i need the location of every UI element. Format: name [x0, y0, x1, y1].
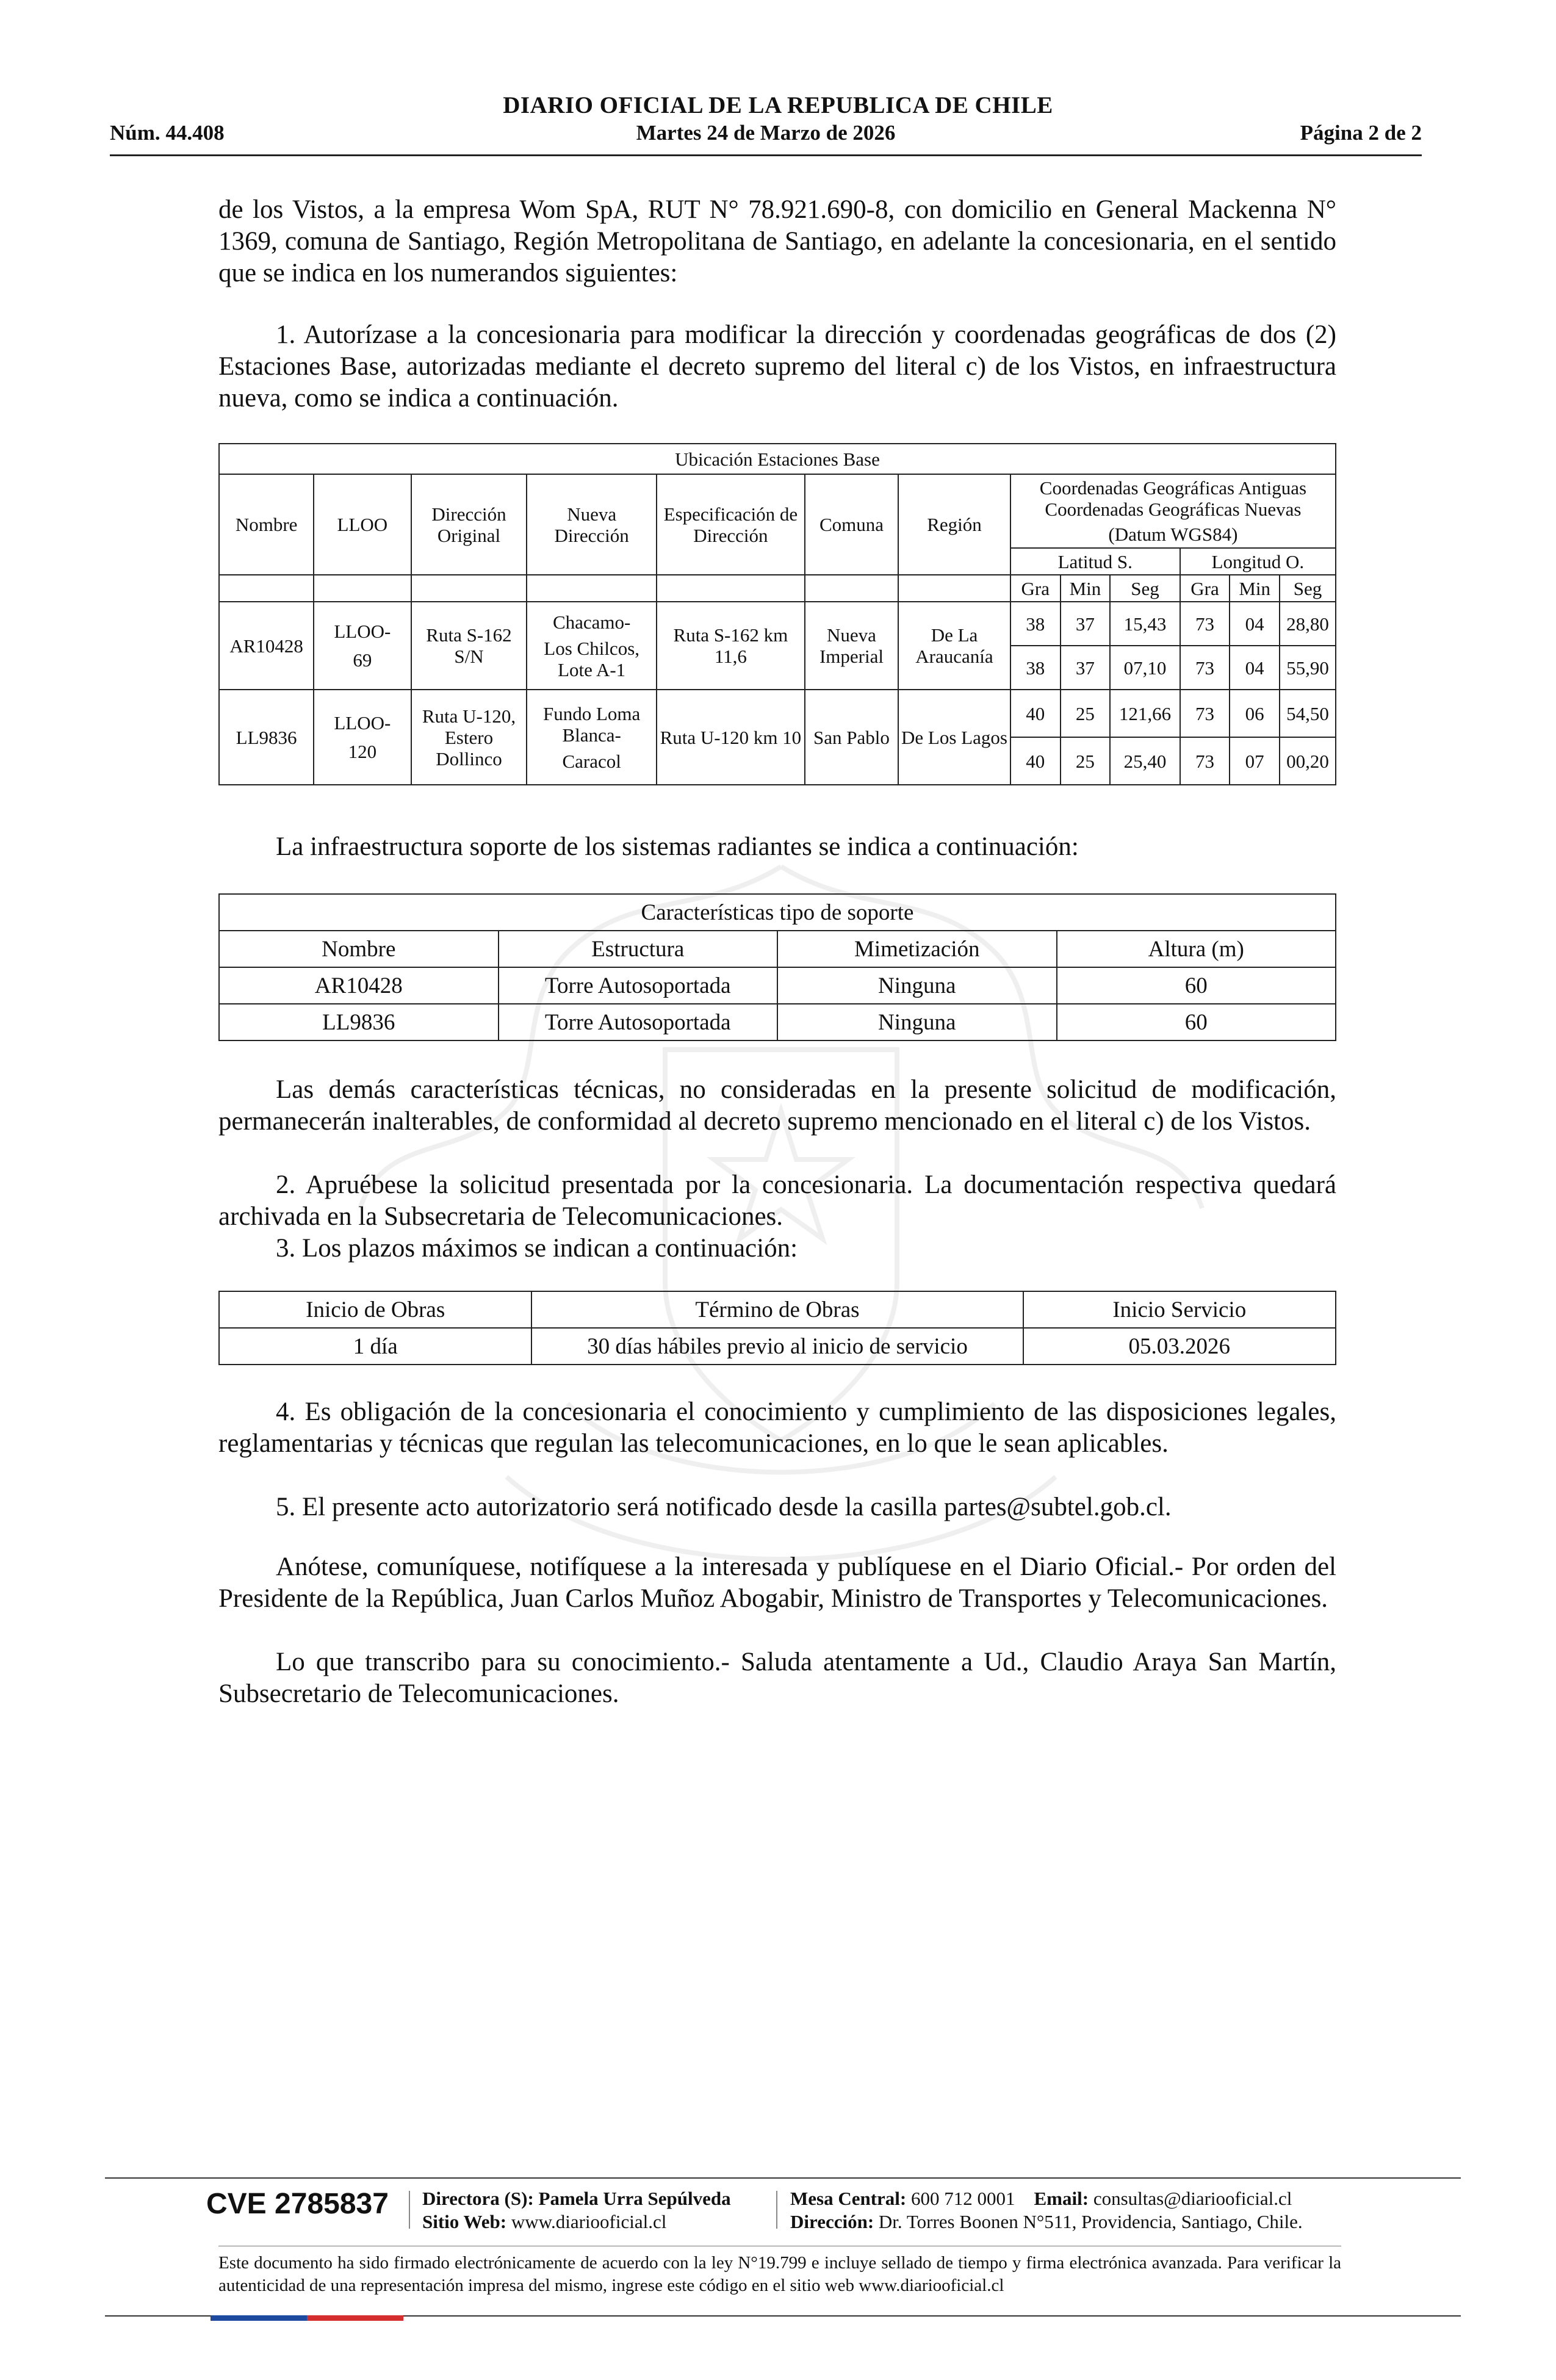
table-cell: 05.03.2026	[1023, 1328, 1336, 1365]
station-especificacion: Ruta S-162 km 11,6	[657, 602, 805, 690]
station-especificacion: Ruta U-120 km 10	[657, 690, 805, 785]
col-header-lat-gra: Gra	[1010, 575, 1061, 602]
table-header-row	[219, 1291, 1336, 1328]
table-cell: 60	[1057, 967, 1336, 1004]
col-header-lon-gra: Gra	[1180, 575, 1230, 602]
table-row	[219, 967, 1336, 1004]
station-region: De Los Lagos	[898, 690, 1010, 785]
address: Dr. Torres Boonen N°511, Providencia, Santiago, Chile.	[878, 2211, 1303, 2232]
coord-cell: 07,10	[1110, 646, 1180, 690]
paragraph-lo-que-transcribo: Lo que transcribo para su conocimiento.- Saluda atentamente a Ud., Claudio Araya San Martín, Subsecretario de Telecomunicaciones.	[218, 1648, 1336, 1708]
station-comuna: San Pablo	[805, 690, 898, 785]
footer-separator	[409, 2191, 410, 2229]
footer-contact-left: Directora (S): Pamela Urra Sepúlveda Sitio Web: www.diariooficial.cl	[422, 2188, 731, 2232]
coord-cell: 04	[1230, 646, 1280, 690]
station-region: De La Araucanía	[898, 602, 1010, 690]
coord-header	[1010, 474, 1336, 521]
station-nueva-direccion: Chacamo- Los Chilcos, Lote A-1	[527, 602, 656, 690]
col-header-longitud: Longitud O.	[1180, 548, 1336, 575]
coord-cell: 28,80	[1280, 602, 1336, 646]
col-header-lon-seg: Seg	[1280, 575, 1336, 602]
col-header: Mimetización	[777, 931, 1057, 967]
col-header-direccion-original: Dirección Original	[411, 474, 527, 575]
support-table	[218, 893, 1336, 1041]
station-comuna: Nueva Imperial	[805, 602, 898, 690]
col-header-region: Región	[898, 474, 1010, 575]
paragraph-infraestructura: La infraestructura soporte de los sistemas radiantes se indica a continuación:	[276, 832, 1079, 861]
table-cell: 1 día	[219, 1328, 531, 1365]
table-cell: 60	[1057, 1004, 1336, 1040]
paragraph-2: 2. Apruébese la solicitud presentada por la concesionaria. La documentación respectiva quedará archivada en la Subsecretaria de Telecomunicaciones.	[218, 1170, 1336, 1231]
coord-cell: 73	[1180, 737, 1230, 785]
coord-cell: 55,90	[1280, 646, 1336, 690]
col-header: Estructura	[499, 931, 778, 967]
coord-cell: 25	[1061, 737, 1111, 785]
coord-datum: (Datum WGS84)	[1010, 521, 1336, 548]
deadlines-table	[218, 1291, 1336, 1365]
footer-contact-right: Mesa Central: 600 712 0001 Email: consultas@diariooficial.cl Dirección: Dr. Torres Boonen N°511, Providencia, Santiago, Chile.	[790, 2188, 1303, 2232]
table-cell: Torre Autosoportada	[499, 1004, 778, 1040]
station-direccion-original: Ruta S-162 S/N	[411, 602, 527, 690]
coord-header-new: Coordenadas Geográficas Nuevas	[1045, 499, 1302, 520]
footer-separator	[776, 2191, 777, 2229]
coord-cell: 38	[1010, 646, 1061, 690]
stations-table	[218, 443, 1336, 785]
table-row	[219, 1328, 1336, 1365]
directora-name: Pamela Urra Sepúlveda	[538, 2188, 731, 2209]
coord-cell: 25,40	[1110, 737, 1180, 785]
header-divider	[110, 154, 1422, 156]
col-header: Término de Obras	[531, 1291, 1023, 1328]
footer-divider-top	[105, 2177, 1461, 2179]
coord-header-old: Coordenadas Geográficas Antiguas	[1039, 477, 1307, 499]
coord-cell: 40	[1010, 737, 1061, 785]
coord-cell: 00,20	[1280, 737, 1336, 785]
table-cell: Torre Autosoportada	[499, 967, 778, 1004]
col-header-lon-min: Min	[1230, 575, 1280, 602]
coord-cell: 38	[1010, 602, 1061, 646]
col-header-comuna: Comuna	[805, 474, 898, 575]
paragraph-3: 3. Los plazos máximos se indican a continuación:	[276, 1234, 798, 1263]
table-cell: 30 días hábiles previo al inicio de servicio	[531, 1328, 1023, 1365]
paragraph-5: 5. El presente acto autorizatorio será notificado desde la casilla partes@subtel.gob.cl.	[276, 1493, 1172, 1521]
coord-cell: 73	[1180, 646, 1230, 690]
website-link[interactable]: www.diariooficial.cl	[511, 2211, 667, 2232]
station-direccion-original: Ruta U-120, Estero Dollinco	[411, 690, 527, 785]
station-nueva-direccion: Fundo Loma Blanca- Caracol	[527, 690, 656, 785]
page-indicator: Página 2 de 2	[1300, 121, 1422, 145]
support-table-caption: Características tipo de soporte	[219, 894, 1336, 931]
coord-cell: 37	[1061, 602, 1111, 646]
station-lloo: LLOO- 120	[314, 690, 411, 785]
cve-code: CVE 2785837	[206, 2188, 389, 2220]
table-cell: LL9836	[219, 1004, 499, 1040]
phone-number: 600 712 0001	[911, 2188, 1015, 2209]
issue-number: Núm. 44.408	[110, 121, 225, 145]
col-header: Nombre	[219, 931, 499, 967]
col-header: Inicio Servicio	[1023, 1291, 1336, 1328]
flag-stripe-blue	[211, 2315, 307, 2321]
email-link[interactable]: consultas@diariooficial.cl	[1093, 2188, 1292, 2209]
signature-note: Este documento ha sido firmado electrónicamente de acuerdo con la ley N°19.799 e incluye sellado de tiempo y firma electrónica avanzada. Para verificar la autenticidad de una representación impresa del mismo, ingrese este código en el sitio web www.diariooficial.cl	[218, 2253, 1341, 2295]
col-header-lat-seg: Seg	[1110, 575, 1180, 602]
table-cell: AR10428	[219, 967, 499, 1004]
col-header: Altura (m)	[1057, 931, 1336, 967]
paragraph-anotese: Anótese, comuníquese, notifíquese a la interesada y publíquese en el Diario Oficial.- Por orden del Presidente de la República, Juan Carlos Muñoz Abogabir, Ministro de Transportes y Telecomunicaciones.	[218, 1552, 1336, 1613]
header-row	[110, 121, 1422, 151]
coord-cell: 37	[1061, 646, 1111, 690]
table-cell: Ninguna	[777, 967, 1057, 1004]
paragraph-intro: de los Vistos, a la empresa Wom SpA, RUT N° 78.921.690-8, con domicilio en General Mackenna N° 1369, comuna de Santiago, Región Metropolitana de Santiago, en adelante la concesionaria, en el sentido que se indica en los numerandos siguientes:	[218, 195, 1336, 287]
flag-stripe-red	[307, 2315, 403, 2321]
paragraph-1: 1. Autorízase a la concesionaria para modificar la dirección y coordenadas geográficas de dos (2) Estaciones Base, autorizadas mediante el decreto supremo del literal c) de los Vistos, en infraestructura nueva, como se indica a continuación.	[218, 320, 1336, 413]
col-header-especificacion: Especificación de Dirección	[657, 474, 805, 575]
col-header: Inicio de Obras	[219, 1291, 531, 1328]
station-name: LL9836	[219, 690, 314, 785]
issue-date: Martes 24 de Marzo de 2026	[636, 121, 896, 145]
col-header-nueva-direccion: Nueva Dirección	[527, 474, 656, 575]
coord-cell: 25	[1061, 690, 1111, 737]
col-header-latitud: Latitud S.	[1010, 548, 1180, 575]
table-row	[219, 1004, 1336, 1040]
coord-cell: 73	[1180, 690, 1230, 737]
coord-cell: 06	[1230, 690, 1280, 737]
paragraph-4: 4. Es obligación de la concesionaria el conocimiento y cumplimiento de las disposiciones legales, reglamentarias y técnicas que regulan las telecomunicaciones, en lo que le sean aplicables.	[218, 1397, 1336, 1458]
coord-cell: 121,66	[1110, 690, 1180, 737]
stations-table-caption: Ubicación Estaciones Base	[219, 444, 1336, 474]
newspaper-title: DIARIO OFICIAL DE LA REPUBLICA DE CHILE	[503, 92, 1053, 118]
table-row	[219, 602, 1336, 646]
table-header-row	[219, 931, 1336, 967]
coord-cell: 07	[1230, 737, 1280, 785]
col-header-lat-min: Min	[1061, 575, 1111, 602]
coord-cell: 15,43	[1110, 602, 1180, 646]
coord-cell: 54,50	[1280, 690, 1336, 737]
station-lloo: LLOO- 69	[314, 602, 411, 690]
table-row	[219, 690, 1336, 737]
coord-cell: 04	[1230, 602, 1280, 646]
paragraph-demas: Las demás características técnicas, no consideradas en la presente solicitud de modificación, permanecerán inalterables, de conformidad al decreto supremo mencionado en el literal c) de los Vistos.	[218, 1075, 1336, 1136]
col-header-lloo: LLOO	[314, 474, 411, 575]
coord-cell: 40	[1010, 690, 1061, 737]
table-cell: Ninguna	[777, 1004, 1057, 1040]
station-name: AR10428	[219, 602, 314, 690]
coord-cell: 73	[1180, 602, 1230, 646]
col-header-nombre: Nombre	[219, 474, 314, 575]
